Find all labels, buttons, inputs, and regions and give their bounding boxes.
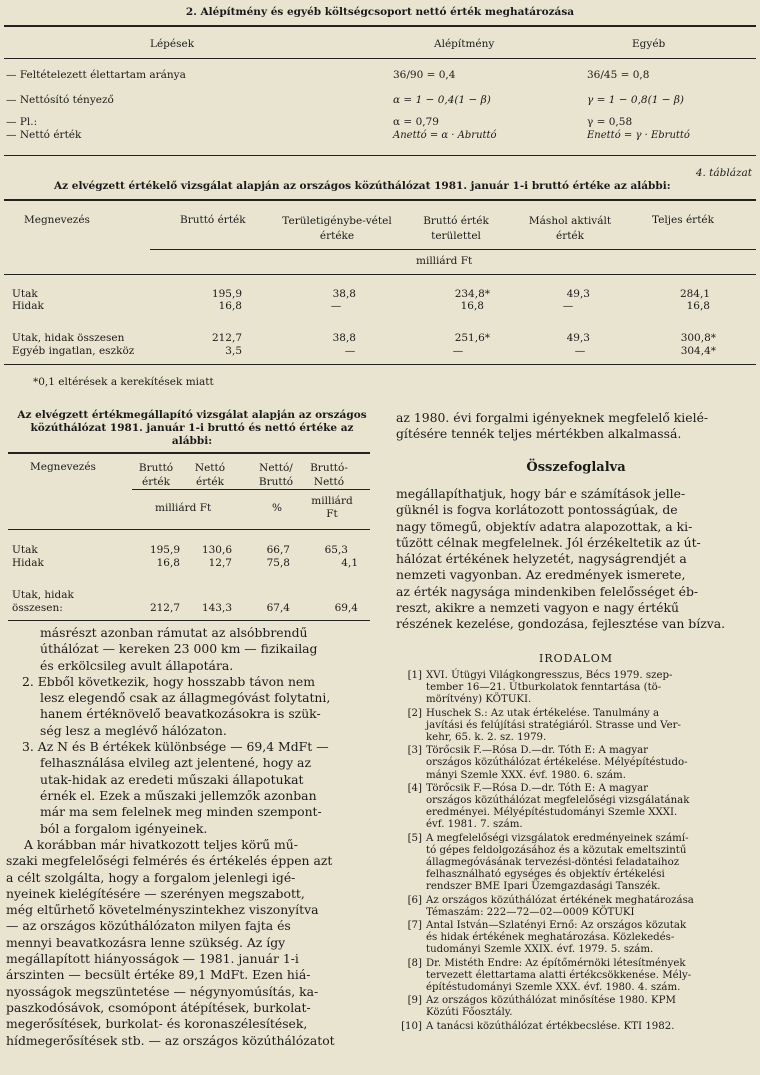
table3-header-gross: Bruttó érték xyxy=(138,462,174,488)
table2-cell: 300,8* xyxy=(680,332,716,344)
table2-tag: 4. táblázat xyxy=(695,167,752,179)
text-line: és erkölcsileg avult állapotára. xyxy=(40,657,234,673)
text-line: nyosságok megszüntetése — négynyomúsítás, ka- xyxy=(6,983,319,999)
table2-cell: 251,6* xyxy=(454,332,490,344)
table2-header-name: Megnevezés xyxy=(24,214,90,226)
reference-line: tervezett élettartama alatti értékcsökkenése. Mély- xyxy=(426,969,692,981)
table2-row-name: Egyéb ingatlan, eszköz xyxy=(12,345,135,357)
text-line: tűzött célnak megfelelnek. Jól érzékeltetik az út- xyxy=(396,534,701,550)
table3-cell: 16,8 xyxy=(156,557,180,569)
text-line: szaki megfelelőségi felmérés és értékelés éppen azt xyxy=(6,853,333,869)
text-line: lesz elegendő csak az állagmegóvást folytatni, xyxy=(40,690,331,706)
table2-cell: 234,8* xyxy=(454,288,490,300)
reference-line: Témaszám: 222—72—02—0009 KÖTUKI xyxy=(426,906,635,918)
references-list xyxy=(398,670,756,1034)
reference-line: állagmegóvásának tervezési-döntési feladataihoz xyxy=(426,857,680,869)
table2-cell: 284,1 xyxy=(679,288,710,300)
table3-cell: 130,6 xyxy=(201,544,232,556)
reference-line: országos közúthálózat értékelése. Mélyépítéstudo- xyxy=(426,757,688,769)
table2-header-gross: Bruttó érték xyxy=(180,214,246,226)
text-line: a célt szolgálta, hogy a forgalom jelenlegi igé- xyxy=(6,869,296,885)
table1-row-a: 36/90 = 0,4 xyxy=(393,69,456,81)
table2-header-total: Teljes érték xyxy=(652,214,714,226)
reference-line: Az országos közúthálózat értékének meghatározása xyxy=(426,894,694,906)
table2-row-name: Hidak xyxy=(12,300,44,312)
table3-unit-percent: % xyxy=(272,502,282,514)
table3-unit-billion: milliárd Ft xyxy=(155,502,212,514)
text-line: 2. Ebből következik, hogy hosszabb távon nem xyxy=(22,673,316,689)
reference-number: [2] xyxy=(407,707,422,719)
reference-item xyxy=(398,708,756,745)
reference-line: felhasználható egységes és objektív értékelési xyxy=(426,869,665,881)
table2-cell: 212,7 xyxy=(211,332,242,344)
table3-cell: 67,4 xyxy=(266,602,290,614)
table1-header-substructure: Alépítmény xyxy=(434,38,495,50)
reference-line: országos közúthálózat megfelelőségi vizsgálatának xyxy=(426,795,690,807)
text-line: megállapíthatjuk, hogy bár e számítások jelle- xyxy=(396,486,686,501)
table3-row-name: Utak, hidak összesen: xyxy=(12,589,74,614)
reference-line: tember 16—21. Útburkolatok fenntartása (tö- xyxy=(426,682,662,694)
text-line: hídmegerősítések stb. — az országos közúthálózatot xyxy=(6,1032,335,1048)
reference-item xyxy=(398,783,756,832)
reference-number: [7] xyxy=(407,920,422,932)
reference-line: XVI. Útügyi Világkongresszus, Bécs 1979. szep- xyxy=(426,670,673,681)
table2-row-name: Utak, hidak összesen xyxy=(12,332,125,344)
text-line: nyeinek kielégítésére — szerényen megszabott, xyxy=(6,885,305,901)
table1-row-b: γ = 1 − 0,8(1 − β) xyxy=(587,94,685,106)
table3-cell: 75,8 xyxy=(266,557,290,569)
table3-header-name: Megnevezés xyxy=(30,461,96,473)
table1-row-label: — Feltételezett élettartam aránya xyxy=(6,69,186,81)
reference-line: eredményei. Mélyépítéstudományi Szemle XXXI. xyxy=(426,807,678,819)
references-heading: IRODALOM xyxy=(539,652,613,665)
table3-cell: 65,3 xyxy=(324,544,348,556)
table1-bottom-rule xyxy=(4,155,756,156)
table2-cell: 16,8 xyxy=(686,300,710,312)
table2-row-name: Utak xyxy=(12,288,38,300)
table1-row-b: Enettó = γ · Ebruttó xyxy=(587,130,690,141)
table1-row-label: — Nettósító tényező xyxy=(6,94,114,106)
right-intro xyxy=(396,410,756,443)
table2-cell: 38,8 xyxy=(332,288,356,300)
text-line: nagy tömegű, objektív adatra alapozottak, a ki- xyxy=(396,518,693,534)
reference-item xyxy=(398,1021,756,1033)
reference-line: Dr. Mistéth Endre: Az építőmérnöki létesítmények xyxy=(426,957,686,969)
table2-cell: — xyxy=(344,345,356,357)
text-line: güknél is fogva korlátozott pontosságúak, de xyxy=(396,502,678,518)
reference-line: Törőcsik F.—Rósa D.—dr. Tóth E: A magyar xyxy=(426,782,649,794)
reference-item xyxy=(398,670,756,707)
text-line: megerősítések, burkolat- és koronaszélesítések, xyxy=(6,1016,308,1032)
text-line: árszinten — becsült értéke 89,1 MdFt. Ezen hiá- xyxy=(6,967,311,983)
table1-row-label: — Pl.: xyxy=(6,116,38,128)
table3-bottom-rule xyxy=(8,620,370,621)
table3-header-rule xyxy=(8,529,370,530)
text-line: ség lesz a meglévő hálózaton. xyxy=(40,722,227,738)
text-line: érnék el. Ezek a műszaki jellemzők azonban xyxy=(40,787,317,803)
table1-row-a: α = 0,79 xyxy=(393,116,439,128)
table3-header-net: Nettó érték xyxy=(194,462,226,488)
table3-cell: 69,4 xyxy=(334,602,358,614)
reference-item xyxy=(398,833,756,894)
table2-cell: 195,9 xyxy=(211,288,242,300)
table2-footnote: *0,1 eltérések a kerekítések miatt xyxy=(33,376,214,388)
table3-header-diff: Bruttó- Nettó xyxy=(310,462,348,488)
table2-cell: — xyxy=(562,300,574,312)
text-line: A korábban már hivatkozott teljes körű mű- xyxy=(24,837,298,852)
table2-cell: — xyxy=(330,300,342,312)
table3-cell: 12,7 xyxy=(208,557,232,569)
text-line: még eltűrhető követelményszintekhez viszonyítva xyxy=(6,902,319,918)
table2-header-activated: Máshol aktivált érték xyxy=(528,215,612,242)
left-column-text xyxy=(22,625,370,837)
text-line: nemzeti vagyonban. Az eredmények ismerete, xyxy=(396,567,686,583)
table2-header-gross-land: Bruttó érték területtel xyxy=(423,215,489,242)
left-column-paragraph xyxy=(6,837,370,1049)
table3-cell: 212,7 xyxy=(149,602,180,614)
reference-item xyxy=(398,995,756,1019)
reference-line: évf. 1981. 7. szám. xyxy=(426,819,523,831)
table2-cell: 16,8 xyxy=(218,300,242,312)
reference-line: A tanácsi közúthálózat értékbecslése. KTI 1982. xyxy=(426,1020,675,1032)
table2-unit-rule xyxy=(150,249,756,250)
reference-line: A megfelelőségi vizsgálatok eredményeinek számí- xyxy=(426,832,689,844)
reference-line: kehr, 65. k. 2. sz. 1979. xyxy=(426,732,547,744)
reference-number: [3] xyxy=(407,745,422,757)
reference-number: [10] xyxy=(401,1020,422,1032)
text-line: utak-hidak az eredeti műszaki állapotukat xyxy=(40,771,304,787)
table2-cell: 16,8 xyxy=(460,300,484,312)
text-line: hanem értéknövelő beavatkozásokra is szük- xyxy=(40,706,321,722)
summary-heading: Összefoglalva xyxy=(526,460,626,475)
table3-unit-billion-2: milliárd Ft xyxy=(311,495,353,520)
table2-cell: 304,4* xyxy=(680,345,716,357)
text-line: felhasználása elvileg azt jelentené, hogy az xyxy=(40,755,311,771)
table3-row-name: Utak xyxy=(12,544,38,556)
text-line: ból a forgalom igényeinek. xyxy=(40,820,208,836)
reference-item xyxy=(398,958,756,995)
table1-row-a: α = 1 − 0,4(1 − β) xyxy=(393,94,491,106)
text-line: az érték nagysága mindenkiben felelősséget éb- xyxy=(396,583,699,599)
reference-line: mányi Szemle XXX. évf. 1980. 6. szám. xyxy=(426,769,626,781)
text-line: részének kezelése, gondozása, fejlesztése van bízva. xyxy=(396,616,726,632)
reference-line: Törőcsik F.—Rósa D.—dr. Tóth E: A magyar xyxy=(426,745,649,757)
table1-row-a: Anettó = α · Abruttó xyxy=(393,130,497,141)
text-line: megállapított hiányosságok — 1981. január 1-i xyxy=(6,951,299,967)
reference-line: építéstudományi Szemle XXX. évf. 1980. 4. szám. xyxy=(426,982,681,994)
table3-title: Az elvégzett értékmegállapító vizsgálat alapján az országos közúthálózat 1981. január 1-i bruttó és nettó értéke az alábbi: xyxy=(17,409,367,447)
reference-line: mörítvény) KÖTUKI. xyxy=(426,694,532,706)
text-line: reszt, akikre a nemzeti vagyon e nagy értékű xyxy=(396,600,679,616)
table1-top-rule xyxy=(4,25,756,27)
table1-title: 2. Alépítmény és egyéb költségcsoport nettó érték meghatározása xyxy=(185,6,575,18)
table3-cell: 66,7 xyxy=(266,544,290,556)
reference-line: rendszer BME Ipari Üzemgazdasági Tanszék. xyxy=(426,881,661,893)
text-line: mennyi beavatkozásra lenne szükség. Az így xyxy=(6,934,286,950)
reference-line: Közúti Főosztály. xyxy=(426,1007,513,1019)
table3-unit-rule xyxy=(132,489,370,490)
table3-cell: 195,9 xyxy=(149,544,180,556)
table1-row-b: 36/45 = 0,8 xyxy=(587,69,650,81)
table2-cell: — xyxy=(452,345,464,357)
reference-number: [6] xyxy=(407,894,422,906)
text-line: paszkodósávok, csomópont átépítések, burkolat- xyxy=(6,999,311,1015)
table2-cell: 38,8 xyxy=(332,332,356,344)
table1-row-b: γ = 0,58 xyxy=(587,116,633,128)
table1-header-steps: Lépések xyxy=(150,38,195,50)
text-line: — az országos közúthálózaton milyen fajta és xyxy=(6,918,291,934)
reference-number: [1] xyxy=(407,670,422,681)
table2-bottom-rule xyxy=(4,364,756,365)
table2-unit: milliárd Ft xyxy=(416,255,473,267)
text-line: 3. Az N és B értékek különbsége — 69,4 MdFt — xyxy=(22,739,329,755)
table3-top-rule xyxy=(8,452,370,454)
reference-number: [8] xyxy=(407,957,422,969)
table2-header-land: Területigénybe-vétel értéke xyxy=(282,215,392,242)
table3-row-name: Hidak xyxy=(12,557,44,569)
reference-item xyxy=(398,745,756,782)
table2-cell: — xyxy=(574,345,586,357)
table2-cell: 3,5 xyxy=(225,345,242,357)
table2-header-rule xyxy=(4,274,756,275)
table2-cell: 49,3 xyxy=(566,332,590,344)
reference-number: [4] xyxy=(407,782,422,794)
table2-title: Az elvégzett értékelő vizsgálat alapján az országos közúthálózat 1981. január 1-i bruttó értéke az alábbi: xyxy=(54,180,671,192)
text-line: az 1980. évi forgalmi igényeknek megfelelő kielé- xyxy=(396,410,709,425)
reference-line: tó gépes feldolgozásához és a közutak emeltszintű xyxy=(426,844,687,856)
summary-paragraph xyxy=(396,486,756,633)
text-line: gítésére tennék teljes mértékben alkalmassá. xyxy=(396,426,682,442)
reference-number: [9] xyxy=(407,995,422,1007)
text-line: hálózat értékének helyzetét, nagyságrendjét a xyxy=(396,551,687,567)
reference-line: Antal István—Szlatényi Ernő: Az országos közutak xyxy=(426,920,687,932)
reference-item xyxy=(398,920,756,957)
text-line: már ma sem felelnek meg minden szempont- xyxy=(40,804,322,820)
reference-item xyxy=(398,895,756,919)
reference-line: és hidak értékének meghatározása. Közlekedés- xyxy=(426,932,675,944)
text-line: másrészt azonban rámutat az alsóbbrendű xyxy=(40,625,308,640)
reference-line: Az országos közúthálózat minősítése 1980. KPM xyxy=(426,995,676,1007)
table1-header-other: Egyéb xyxy=(632,38,666,50)
reference-line: Huschek S.: Az utak értékelése. Tanulmány a xyxy=(426,707,660,719)
table2-cell: 49,3 xyxy=(566,288,590,300)
text-line: úthálózat — kereken 23 000 km — fizikailag xyxy=(40,641,318,657)
table1-header-rule xyxy=(4,58,756,59)
reference-line: javítási és felújítási stratégiáról. Strasse und Ver- xyxy=(426,719,681,731)
table3-cell: 143,3 xyxy=(201,602,232,614)
table2-top-rule xyxy=(4,199,756,201)
table1-row-label: — Nettó érték xyxy=(6,129,82,141)
table3-cell: 4,1 xyxy=(341,557,358,569)
reference-line: tudományi Szemle XXIX. évf. 1979. 5. szám. xyxy=(426,944,654,956)
reference-number: [5] xyxy=(407,832,422,844)
table3-header-ratio: Nettó/ Bruttó xyxy=(258,462,294,488)
